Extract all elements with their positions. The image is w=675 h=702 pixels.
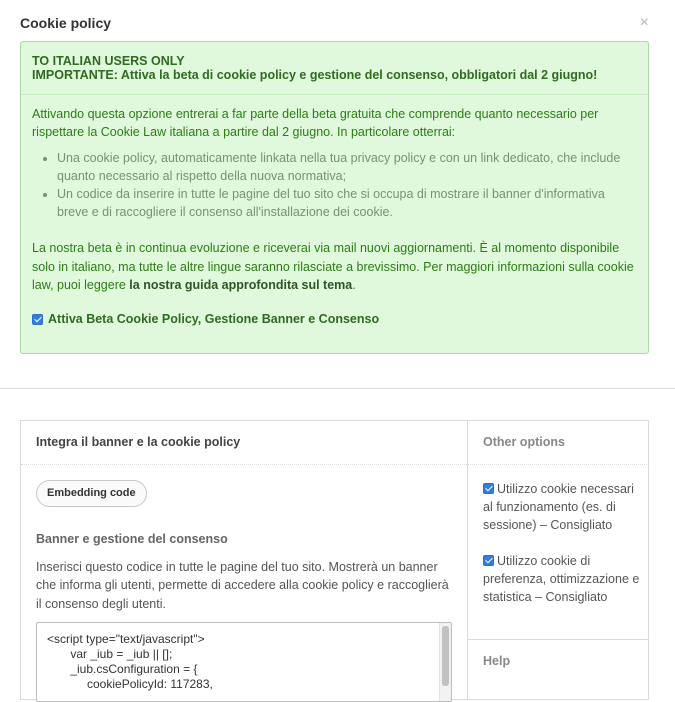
- other-options-sidebar: [468, 421, 649, 699]
- dialog-header: [0, 0, 675, 40]
- beta-heading: [32, 54, 637, 82]
- beta-divider: [21, 94, 648, 95]
- banner-description: Inserisci questo codice in tutte le pagine del tuo sito. Mostrerà un banner che informa gli utenti, permette di accedere alla cookie policy e raccoglierà il consenso degli utenti.: [36, 560, 449, 611]
- section-divider: [0, 388, 675, 389]
- option-preference-cookies[interactable]: [483, 552, 643, 606]
- list-item: • Un codice da inserire in tutte le pagine del tuo sito che si occupa di mostrare il banner d'informativa breve e di raccogliere il consenso all'installazione dei cookie.: [57, 185, 636, 221]
- beta-heading-line2: IMPORTANTE: Attiva la beta di cookie policy e gestione del consenso, obbligatori dal 2 giugno!: [32, 68, 598, 82]
- integration-main: [21, 421, 468, 699]
- activate-beta-label[interactable]: Attiva Beta Cookie Policy, Gestione Banner e Consenso: [48, 312, 380, 326]
- help-divider: [468, 639, 649, 640]
- beta-notice: [20, 41, 649, 354]
- list-item: • Una cookie policy, automaticamente linkata nella tua privacy policy e con un link dedicato, che include quanto necessario al rispetto della nuova normativa;: [57, 149, 636, 185]
- beta-more-info: [32, 239, 634, 295]
- activate-beta-checkbox-row[interactable]: [32, 312, 379, 326]
- activate-beta-checkbox[interactable]: [32, 314, 43, 325]
- embed-code-text[interactable]: <script type="text/javascript"> var _iub = _iub || []; _iub.csConfiguration = { cookiePolicyId: 117283,: [47, 632, 213, 691]
- close-icon[interactable]: ×: [639, 14, 649, 31]
- preference-cookies-checkbox[interactable]: [483, 555, 494, 566]
- tab-embedding-code[interactable]: Embedding code: [36, 480, 147, 507]
- option-necessary-cookies[interactable]: [483, 480, 643, 534]
- help-heading: Help: [483, 654, 511, 668]
- preference-cookies-label[interactable]: Utilizzo cookie di preferenza, ottimizzazione e statistica – Consigliato: [483, 554, 640, 604]
- code-scrollbar[interactable]: [439, 623, 451, 701]
- beta-more-end: .: [352, 278, 356, 292]
- beta-feature-list: [32, 149, 636, 221]
- guide-link[interactable]: la nostra guida approfondita sul tema: [129, 278, 353, 292]
- integration-heading: Integra il banner e la cookie policy: [36, 435, 241, 449]
- beta-more-text: La nostra beta è in continua evoluzione e riceverai via mail nuovi aggiornamenti. È al momento disponibile solo in italiano, ma tutte le altre lingue saranno rilasciate a brevissimo. Per maggiori informazioni sulla cookie law, puoi leggere: [32, 241, 634, 292]
- integration-divider: [21, 464, 467, 465]
- integration-panel: [20, 420, 649, 700]
- necessary-cookies-label[interactable]: Utilizzo cookie necessari al funzionamento (es. di sessione) – Consigliato: [483, 482, 634, 532]
- beta-intro: Attivando questa opzione entrerai a far parte della beta gratuita che comprende quanto necessario per rispettare la Cookie Law italiana a partire dal 2 giugno. In particolare otterrai:: [32, 107, 599, 139]
- necessary-cookies-checkbox[interactable]: [483, 483, 494, 494]
- embed-code-textarea[interactable]: [36, 622, 452, 702]
- dialog-title: Cookie policy: [20, 15, 112, 31]
- code-scrollbar-thumb[interactable]: [442, 626, 449, 686]
- other-options-divider: [468, 464, 649, 465]
- banner-subheading: Banner e gestione del consenso: [36, 532, 228, 546]
- other-options-heading: Other options: [483, 435, 565, 449]
- beta-heading-line1: TO ITALIAN USERS ONLY: [32, 54, 185, 68]
